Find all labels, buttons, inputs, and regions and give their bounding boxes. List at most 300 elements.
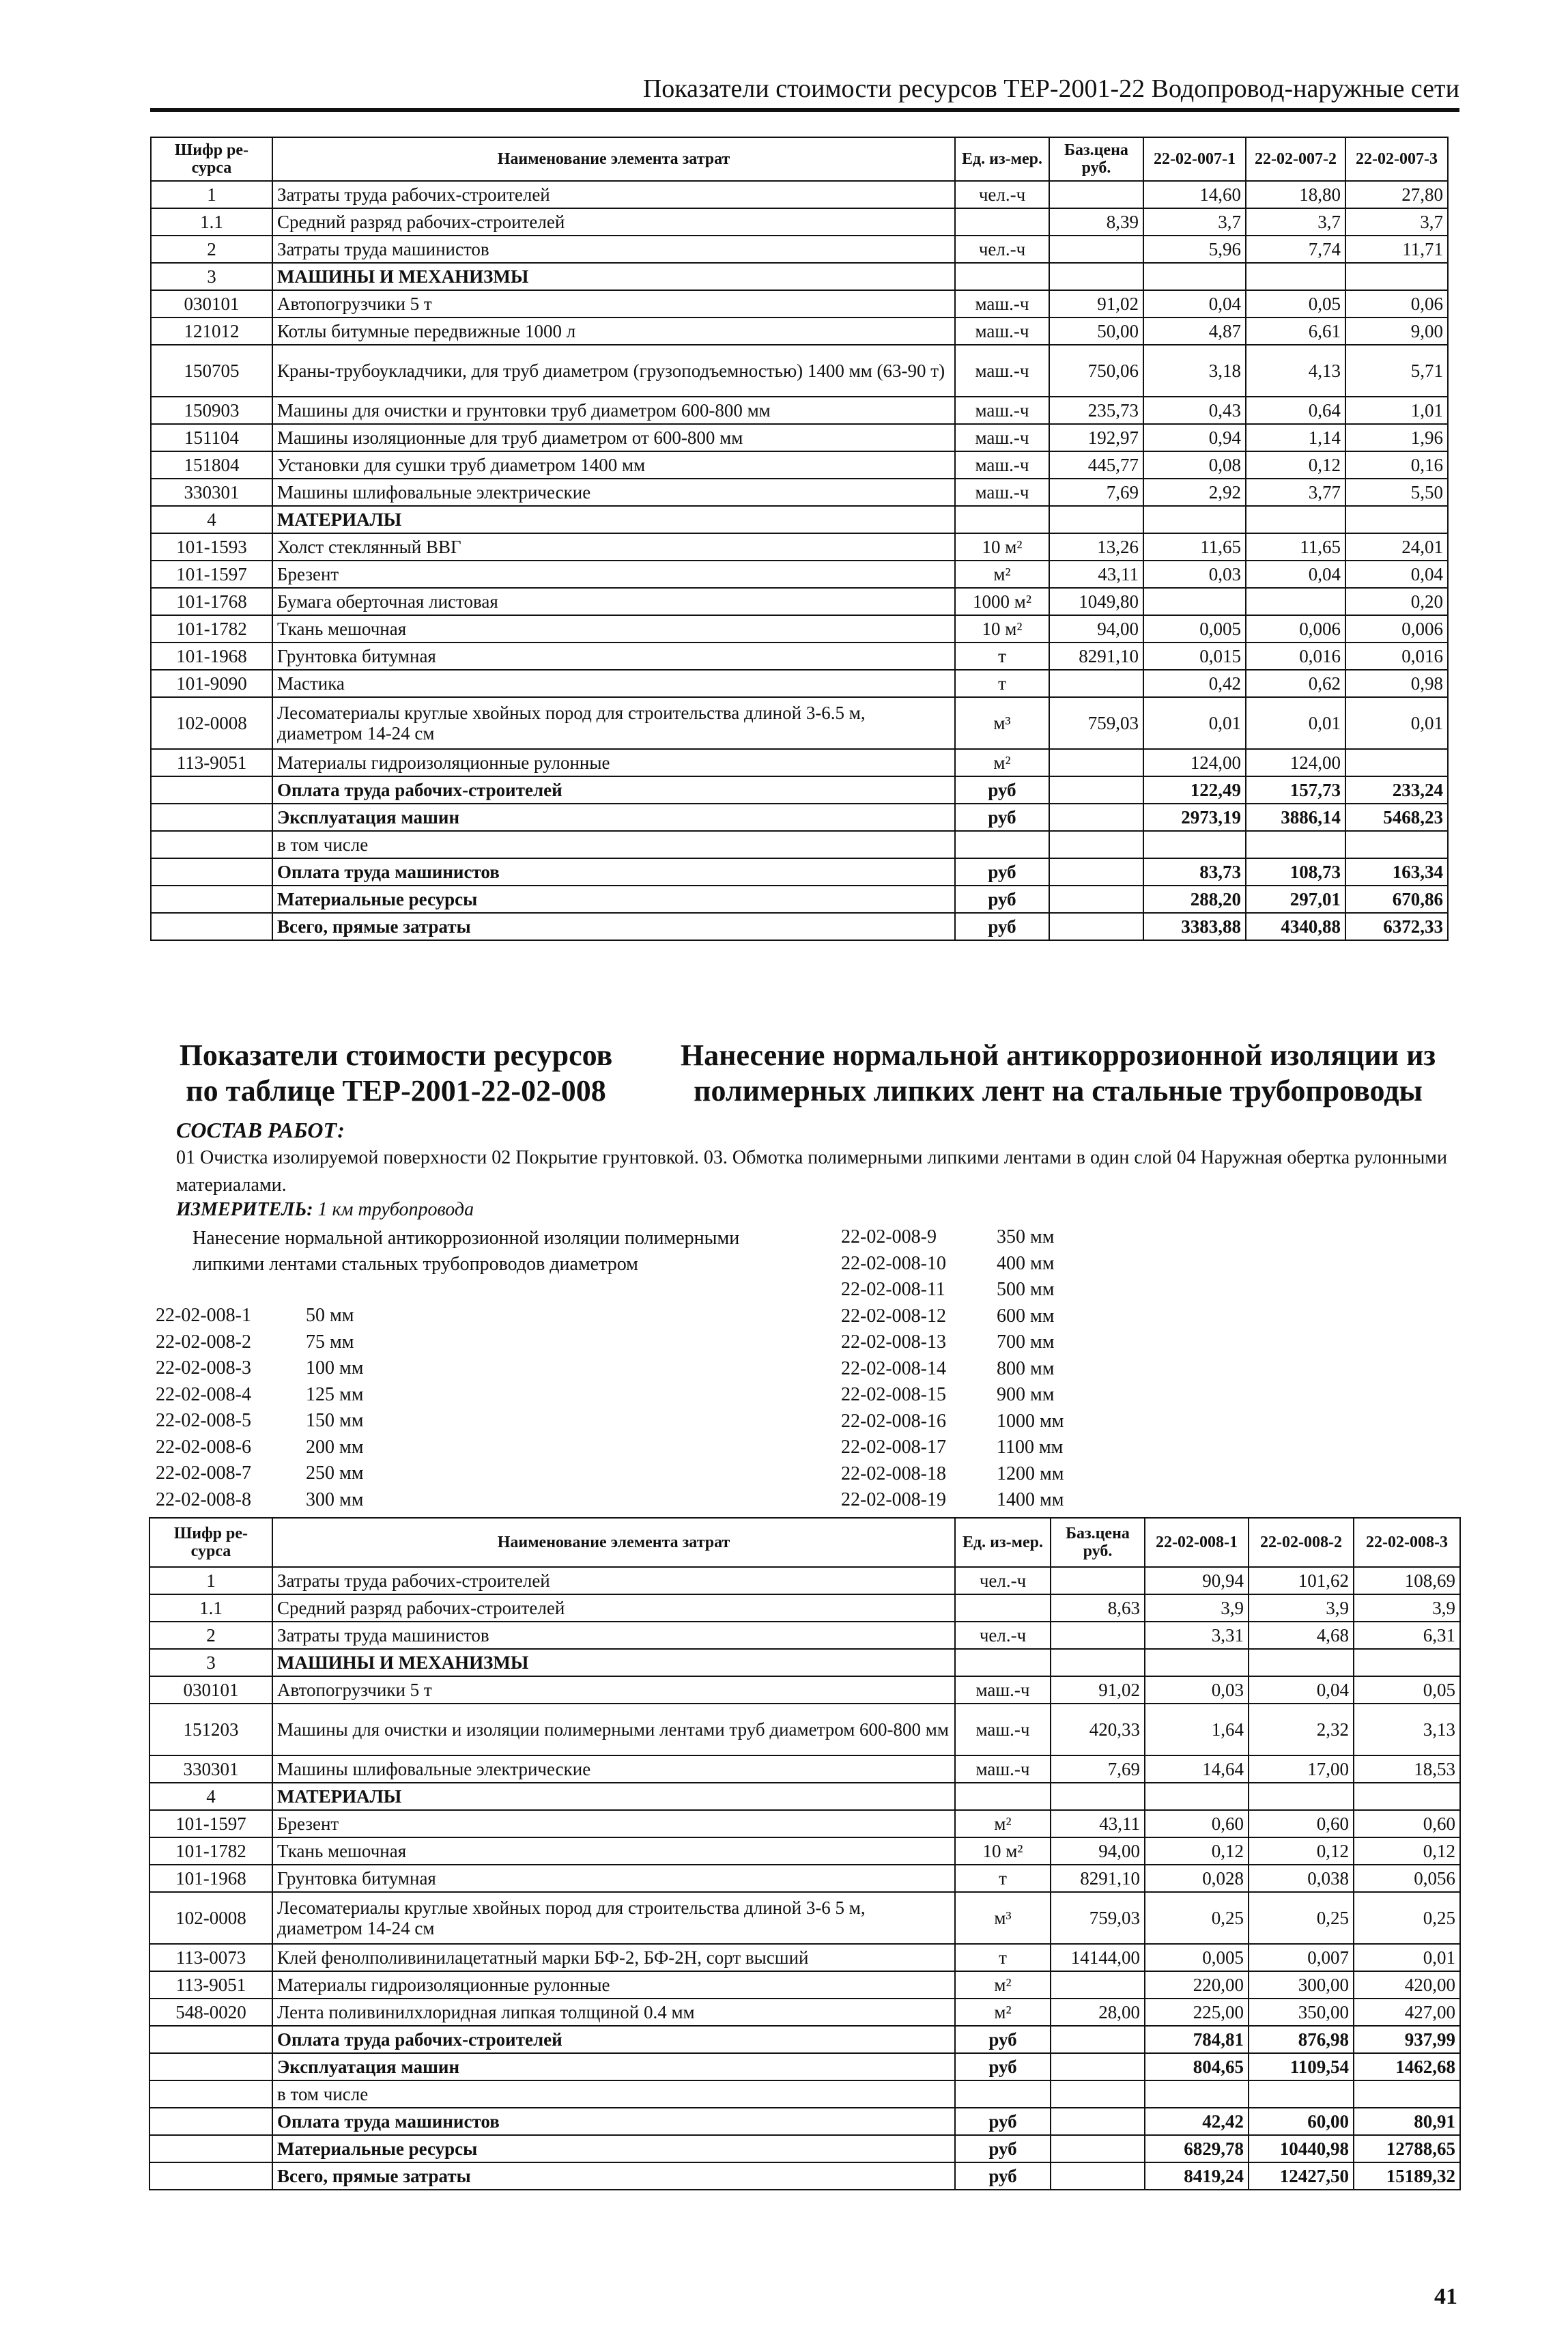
table-row [149, 1649, 1460, 1676]
table-row [149, 2108, 1460, 2135]
cell-code [151, 804, 272, 831]
norm-code: 22-02-008-18 [841, 1463, 946, 1484]
header-norm-1: 22-02-008-1 [1145, 1518, 1249, 1567]
cell-name: Грунтовка битумная [272, 643, 955, 670]
cell-base-price [1051, 2053, 1145, 2080]
cell-norm-1: 220,00 [1145, 1971, 1249, 1999]
cell-base-price: 94,00 [1051, 1837, 1145, 1865]
cell-name: Машины изоляционные для труб диаметром от 600-800 мм [272, 424, 955, 451]
cell-name: Оплата труда машинистов [272, 2108, 955, 2135]
cell-code: 3 [151, 263, 272, 290]
cell-norm-3: 9,00 [1345, 317, 1448, 345]
table-row [151, 697, 1448, 749]
norm-code: 22-02-008-5 [156, 1410, 251, 1431]
cell-name: Материалы гидроизоляционные рулонные [272, 749, 955, 776]
cell-name: Ткань мешочная [272, 615, 955, 643]
table-row [151, 181, 1448, 208]
norm-code: 22-02-008-13 [841, 1331, 946, 1353]
cell-norm-1: 83,73 [1143, 858, 1246, 886]
cell-norm-2: 4,68 [1249, 1622, 1354, 1649]
cell-unit: маш.-ч [955, 317, 1049, 345]
cell-code: 2 [149, 1622, 272, 1649]
cell-unit: маш.-ч [955, 451, 1049, 479]
header-norm-3: 22-02-008-3 [1354, 1518, 1460, 1567]
cell-norm-1: 8419,24 [1145, 2162, 1249, 2190]
cell-name: Краны-трубоукладчики, для труб диаметром (грузоподъемностью) 1400 мм (63-90 т) [272, 345, 955, 397]
cell-unit: м² [955, 1810, 1051, 1837]
cell-norm-1: 14,64 [1145, 1755, 1249, 1783]
cell-base-price [1051, 2026, 1145, 2053]
cell-name: Затраты труда машинистов [272, 236, 955, 263]
cell-base-price: 43,11 [1049, 561, 1143, 588]
cell-unit: руб [955, 886, 1049, 913]
cell-unit: м² [955, 1999, 1051, 2026]
cell-unit: маш.-ч [955, 1755, 1051, 1783]
cell-norm-1: 784,81 [1145, 2026, 1249, 2053]
cell-norm-1: 42,42 [1145, 2108, 1249, 2135]
cell-norm-2: 1109,54 [1249, 2053, 1354, 2080]
cell-name: Затраты труда машинистов [272, 1622, 955, 1649]
cell-norm-1: 124,00 [1143, 749, 1246, 776]
header-norm-2: 22-02-007-2 [1246, 137, 1345, 181]
table-row [151, 533, 1448, 561]
table-row [149, 1783, 1460, 1810]
cell-base-price [1049, 913, 1143, 940]
table-row [151, 236, 1448, 263]
cell-unit: руб [955, 2162, 1051, 2190]
cell-unit: чел.-ч [955, 1567, 1051, 1594]
cell-norm-2: 60,00 [1249, 2108, 1354, 2135]
cell-code: 101-1597 [149, 1810, 272, 1837]
norm-code: 22-02-008-15 [841, 1384, 946, 1405]
cell-name: Материальные ресурсы [272, 2135, 955, 2162]
cell-name: Материальные ресурсы [272, 886, 955, 913]
cell-base-price [1051, 2162, 1145, 2190]
cell-norm-1 [1143, 263, 1246, 290]
cell-norm-2: 300,00 [1249, 1971, 1354, 1999]
cell-norm-1 [1143, 831, 1246, 858]
cell-unit [955, 263, 1049, 290]
header-base-price: Баз.цена руб. [1049, 137, 1143, 181]
cell-norm-2 [1249, 2080, 1354, 2108]
norm-diameter: 200 мм [306, 1436, 364, 1458]
cell-code: 101-9090 [151, 670, 272, 697]
cell-base-price [1051, 1649, 1145, 1676]
cell-name: Машины шлифовальные электрические [272, 479, 955, 506]
cell-norm-1: 0,005 [1143, 615, 1246, 643]
norm-diameter: 100 мм [306, 1357, 364, 1379]
cell-norm-1: 0,08 [1143, 451, 1246, 479]
cell-norm-2: 6,61 [1246, 317, 1345, 345]
table-row [151, 615, 1448, 643]
norm-diameter: 150 мм [306, 1410, 364, 1431]
cell-code: 101-1782 [151, 615, 272, 643]
cell-code [151, 886, 272, 913]
cell-code: 330301 [151, 479, 272, 506]
header-name: Наименование элемента затрат [272, 1518, 955, 1567]
cell-unit [955, 506, 1049, 533]
table-row [151, 208, 1448, 236]
cell-unit [955, 208, 1049, 236]
cell-norm-2: 4340,88 [1246, 913, 1345, 940]
cell-norm-3: 0,01 [1345, 697, 1448, 749]
cell-norm-2: 0,25 [1249, 1892, 1354, 1944]
cell-norm-1: 5,96 [1143, 236, 1246, 263]
cell-code: 101-1597 [151, 561, 272, 588]
cell-name: Брезент [272, 561, 955, 588]
cell-base-price: 43,11 [1051, 1810, 1145, 1837]
cell-base-price: 420,33 [1051, 1704, 1145, 1755]
cell-name: Оплата труда машинистов [272, 858, 955, 886]
norm-diameter: 600 мм [997, 1305, 1055, 1327]
norm-diameter: 500 мм [997, 1279, 1055, 1300]
cell-norm-3: 3,13 [1354, 1704, 1460, 1755]
cell-unit: руб [955, 2053, 1051, 2080]
cell-base-price [1049, 263, 1143, 290]
cell-name: Установки для сушки труб диаметром 1400 мм [272, 451, 955, 479]
cell-code: 3 [149, 1649, 272, 1676]
cell-norm-3: 11,71 [1345, 236, 1448, 263]
table-row [149, 1892, 1460, 1944]
cell-norm-3: 27,80 [1345, 181, 1448, 208]
cell-code: 102-0008 [149, 1892, 272, 1944]
measure-value: 1 км трубопровода [317, 1199, 474, 1220]
norm-diameter: 1000 мм [997, 1410, 1064, 1432]
cell-unit: м² [955, 561, 1049, 588]
cell-norm-3: 108,69 [1354, 1567, 1460, 1594]
cell-norm-1: 0,25 [1145, 1892, 1249, 1944]
cell-norm-2 [1246, 263, 1345, 290]
cell-base-price: 91,02 [1051, 1676, 1145, 1704]
header-unit: Ед. из-мер. [955, 137, 1049, 181]
table-row [149, 1944, 1460, 1971]
cell-norm-2 [1249, 1649, 1354, 1676]
norm-code: 22-02-008-16 [841, 1410, 946, 1432]
cell-name: Лесоматериалы круглые хвойных пород для строительства длиной 3-6.5 м, диаметром 14-24 см [272, 697, 955, 749]
cell-norm-3: 233,24 [1345, 776, 1448, 804]
header-norm-1: 22-02-007-1 [1143, 137, 1246, 181]
cell-code: 330301 [149, 1755, 272, 1783]
cell-base-price: 8291,10 [1049, 643, 1143, 670]
cell-norm-3: 0,056 [1354, 1865, 1460, 1892]
header-norm-3: 22-02-007-3 [1345, 137, 1448, 181]
norm-code: 22-02-008-2 [156, 1331, 251, 1353]
cell-unit: м³ [955, 1892, 1051, 1944]
cell-norm-2: 0,04 [1246, 561, 1345, 588]
cell-norm-1: 3,9 [1145, 1594, 1249, 1622]
cell-unit: чел.-ч [955, 236, 1049, 263]
cell-norm-1: 0,03 [1145, 1676, 1249, 1704]
cell-norm-3: 0,25 [1354, 1892, 1460, 1944]
cell-norm-2: 0,12 [1246, 451, 1345, 479]
cell-unit: маш.-ч [955, 397, 1049, 424]
cell-norm-2: 11,65 [1246, 533, 1345, 561]
table-row [149, 1810, 1460, 1837]
cell-name: МАТЕРИАЛЫ [272, 506, 955, 533]
cell-base-price [1049, 749, 1143, 776]
cell-name: Машины для очистки и изоляции полимерными лентами труб диаметром 600-800 мм [272, 1704, 955, 1755]
cell-norm-2: 1,14 [1246, 424, 1345, 451]
cell-norm-1: 6829,78 [1145, 2135, 1249, 2162]
norm-diameter: 800 мм [997, 1357, 1055, 1379]
cell-norm-3 [1354, 2080, 1460, 2108]
cell-base-price [1049, 776, 1143, 804]
table-row [151, 479, 1448, 506]
cell-name: Ткань мешочная [272, 1837, 955, 1865]
cell-norm-2: 2,32 [1249, 1704, 1354, 1755]
cell-code [149, 2135, 272, 2162]
cell-norm-3: 1,01 [1345, 397, 1448, 424]
cell-base-price [1051, 1783, 1145, 1810]
cell-code: 101-1593 [151, 533, 272, 561]
cell-base-price: 8,63 [1051, 1594, 1145, 1622]
cell-code: 151804 [151, 451, 272, 479]
cell-norm-1: 2973,19 [1143, 804, 1246, 831]
cell-code: 101-1782 [149, 1837, 272, 1865]
resource-table-2 [149, 1517, 1461, 2190]
norm-diameter: 300 мм [306, 1488, 364, 1510]
cell-norm-1 [1145, 1649, 1249, 1676]
header-code: Шифр ре-сурса [151, 137, 272, 181]
cell-norm-2: 0,64 [1246, 397, 1345, 424]
cell-base-price [1051, 1971, 1145, 1999]
norm-diameter: 700 мм [997, 1331, 1055, 1353]
cell-norm-2: 0,01 [1246, 697, 1345, 749]
cell-unit [955, 1649, 1051, 1676]
cell-norm-3: 0,05 [1354, 1676, 1460, 1704]
cell-norm-3 [1345, 749, 1448, 776]
cell-norm-3: 670,86 [1345, 886, 1448, 913]
table-row [149, 2026, 1460, 2053]
header-norm-2: 22-02-008-2 [1249, 1518, 1354, 1567]
cell-name: Всего, прямые затраты [272, 913, 955, 940]
cell-unit: маш.-ч [955, 479, 1049, 506]
cell-norm-3 [1345, 831, 1448, 858]
cell-unit: м³ [955, 697, 1049, 749]
cell-name: Затраты труда рабочих-строителей [272, 1567, 955, 1594]
cell-norm-2 [1246, 831, 1345, 858]
cell-base-price [1049, 858, 1143, 886]
table-header-row [149, 1518, 1460, 1567]
cell-unit: т [955, 670, 1049, 697]
norm-code: 22-02-008-8 [156, 1488, 251, 1510]
table-row [149, 1971, 1460, 1999]
cell-unit [955, 1783, 1051, 1810]
cell-norm-3: 12788,65 [1354, 2135, 1460, 2162]
norm-description: Нанесение нормальной антикоррозионной изоляции полимерными липкими лентами стальных трубопроводов диаметром [193, 1228, 740, 1275]
cell-base-price [1049, 506, 1143, 533]
cell-unit: маш.-ч [955, 424, 1049, 451]
cell-base-price [1049, 181, 1143, 208]
cell-norm-1: 1,64 [1145, 1704, 1249, 1755]
page-number: 41 [1434, 2284, 1457, 2309]
cell-norm-2: 0,038 [1249, 1865, 1354, 1892]
cell-base-price [1051, 2108, 1145, 2135]
cell-base-price [1051, 1622, 1145, 1649]
cell-code: 4 [151, 506, 272, 533]
cell-code: 113-9051 [151, 749, 272, 776]
cell-norm-1: 0,04 [1143, 290, 1246, 317]
cell-norm-1: 122,49 [1143, 776, 1246, 804]
cell-unit: руб [955, 776, 1049, 804]
cell-norm-1: 2,92 [1143, 479, 1246, 506]
cell-name: Оплата труда рабочих-строителей [272, 776, 955, 804]
cell-norm-3: 18,53 [1354, 1755, 1460, 1783]
cell-norm-2 [1246, 506, 1345, 533]
cell-norm-2: 10440,98 [1249, 2135, 1354, 2162]
cell-norm-3: 427,00 [1354, 1999, 1460, 2026]
cell-norm-2: 0,62 [1246, 670, 1345, 697]
table-row [151, 886, 1448, 913]
cell-base-price: 750,06 [1049, 345, 1143, 397]
cell-norm-1: 3,18 [1143, 345, 1246, 397]
table-row [149, 1865, 1460, 1892]
cell-norm-2: 7,74 [1246, 236, 1345, 263]
norm-code: 22-02-008-19 [841, 1489, 946, 1510]
cell-norm-2: 17,00 [1249, 1755, 1354, 1783]
cell-norm-2: 0,016 [1246, 643, 1345, 670]
norm-diameter: 1100 мм [997, 1437, 1064, 1458]
table-row [151, 831, 1448, 858]
cell-norm-2: 0,60 [1249, 1810, 1354, 1837]
cell-base-price: 1049,80 [1049, 588, 1143, 615]
cell-norm-1: 804,65 [1145, 2053, 1249, 2080]
cell-norm-1: 90,94 [1145, 1567, 1249, 1594]
cell-unit: 10 м² [955, 1837, 1051, 1865]
cell-code [149, 2080, 272, 2108]
cell-base-price: 28,00 [1051, 1999, 1145, 2026]
cell-name: Клей фенолполивинилацетатный марки БФ-2, БФ-2Н, сорт высший [272, 1944, 955, 1971]
cell-norm-2: 157,73 [1246, 776, 1345, 804]
cell-unit: маш.-ч [955, 345, 1049, 397]
cell-unit: маш.-ч [955, 1704, 1051, 1755]
cell-code: 101-1768 [151, 588, 272, 615]
cell-unit: руб [955, 2108, 1051, 2135]
cell-name: Затраты труда рабочих-строителей [272, 181, 955, 208]
cell-base-price: 50,00 [1049, 317, 1143, 345]
cell-name: Лесоматериалы круглые хвойных пород для строительства длиной 3-6 5 м, диаметром 14-24 см [272, 1892, 955, 1944]
norm-diameter: 1400 мм [997, 1489, 1064, 1510]
cell-norm-2: 3,7 [1246, 208, 1345, 236]
cell-code [151, 858, 272, 886]
norm-diameter: 50 мм [306, 1305, 354, 1326]
cell-base-price: 445,77 [1049, 451, 1143, 479]
cell-norm-3: 0,20 [1345, 588, 1448, 615]
cell-base-price [1049, 670, 1143, 697]
cell-norm-3: 163,34 [1345, 858, 1448, 886]
cell-norm-3: 5468,23 [1345, 804, 1448, 831]
cell-norm-2: 876,98 [1249, 2026, 1354, 2053]
cell-base-price: 91,02 [1049, 290, 1143, 317]
cell-norm-3: 0,98 [1345, 670, 1448, 697]
table-row [149, 2080, 1460, 2108]
cell-base-price: 8291,10 [1051, 1865, 1145, 1892]
cell-code [149, 2162, 272, 2190]
page-header [150, 68, 1459, 112]
cell-name: Грунтовка битумная [272, 1865, 955, 1892]
norm-code: 22-02-008-4 [156, 1383, 251, 1405]
cell-norm-1: 0,60 [1145, 1810, 1249, 1837]
section-title-right: Нанесение нормальной антикоррозионной изоляции из полимерных липких лент на стальные трубопроводы [680, 1039, 1436, 1107]
header-base-price: Баз.цена руб. [1051, 1518, 1145, 1567]
table-row [149, 1622, 1460, 1649]
norm-diameter: 75 мм [306, 1331, 354, 1353]
cell-norm-3: 0,60 [1354, 1810, 1460, 1837]
table-row [151, 451, 1448, 479]
cell-name: Оплата труда рабочих-строителей [272, 2026, 955, 2053]
cell-unit: 10 м² [955, 533, 1049, 561]
cell-code: 1.1 [151, 208, 272, 236]
cell-code [149, 2053, 272, 2080]
cell-norm-3: 0,006 [1345, 615, 1448, 643]
cell-norm-2: 3,77 [1246, 479, 1345, 506]
cell-base-price [1051, 2135, 1145, 2162]
cell-norm-2: 297,01 [1246, 886, 1345, 913]
cell-name: Материалы гидроизоляционные рулонные [272, 1971, 955, 1999]
cell-norm-3 [1354, 1783, 1460, 1810]
resource-table-1 [150, 137, 1449, 941]
norm-code: 22-02-008-12 [841, 1305, 946, 1327]
table-row [149, 1755, 1460, 1783]
cell-code: 1 [149, 1567, 272, 1594]
work-composition-text: 01 Очистка изолируемой поверхности 02 Покрытие грунтовкой. 03. Обмотка полимерными липкими лентами в один слой 04 Наружная обертка рулонными материалами. [176, 1147, 1447, 1196]
table-row [149, 1999, 1460, 2026]
cell-norm-1 [1145, 2080, 1249, 2108]
cell-base-price [1051, 1567, 1145, 1594]
norm-code: 22-02-008-1 [156, 1305, 251, 1326]
cell-name: МАШИНЫ И МЕХАНИЗМЫ [272, 1649, 955, 1676]
norm-diameter: 900 мм [997, 1384, 1055, 1405]
cell-name: в том числе [272, 831, 955, 858]
cell-code: 1 [151, 181, 272, 208]
cell-norm-3: 0,12 [1354, 1837, 1460, 1865]
table-row [151, 561, 1448, 588]
cell-norm-3 [1345, 506, 1448, 533]
cell-norm-3: 0,06 [1345, 290, 1448, 317]
table-header-row [151, 137, 1448, 181]
cell-norm-1: 14,60 [1143, 181, 1246, 208]
cell-base-price: 7,69 [1051, 1755, 1145, 1783]
cell-unit [955, 831, 1049, 858]
table-row [151, 506, 1448, 533]
cell-base-price [1049, 886, 1143, 913]
table-row [149, 1594, 1460, 1622]
norm-code: 22-02-008-10 [841, 1252, 946, 1274]
cell-unit: м² [955, 1971, 1051, 1999]
cell-norm-3: 0,04 [1345, 561, 1448, 588]
cell-norm-2: 12427,50 [1249, 2162, 1354, 2190]
table-row [151, 397, 1448, 424]
cell-unit: 10 м² [955, 615, 1049, 643]
measure-label: ИЗМЕРИТЕЛЬ: [176, 1199, 313, 1220]
cell-norm-1: 0,42 [1143, 670, 1246, 697]
cell-code: 150903 [151, 397, 272, 424]
cell-norm-3: 1462,68 [1354, 2053, 1460, 2080]
cell-norm-3: 420,00 [1354, 1971, 1460, 1999]
cell-name: Эксплуатация машин [272, 804, 955, 831]
cell-code: 102-0008 [151, 697, 272, 749]
cell-base-price: 192,97 [1049, 424, 1143, 451]
cell-norm-2: 18,80 [1246, 181, 1345, 208]
measure-unit [176, 1199, 474, 1221]
cell-norm-3: 6,31 [1354, 1622, 1460, 1649]
cell-name: Котлы битумные передвижные 1000 л [272, 317, 955, 345]
norm-diameter: 400 мм [997, 1252, 1055, 1274]
cell-unit: руб [955, 913, 1049, 940]
cell-code [149, 2026, 272, 2053]
cell-unit: руб [955, 858, 1049, 886]
cell-name: в том числе [272, 2080, 955, 2108]
